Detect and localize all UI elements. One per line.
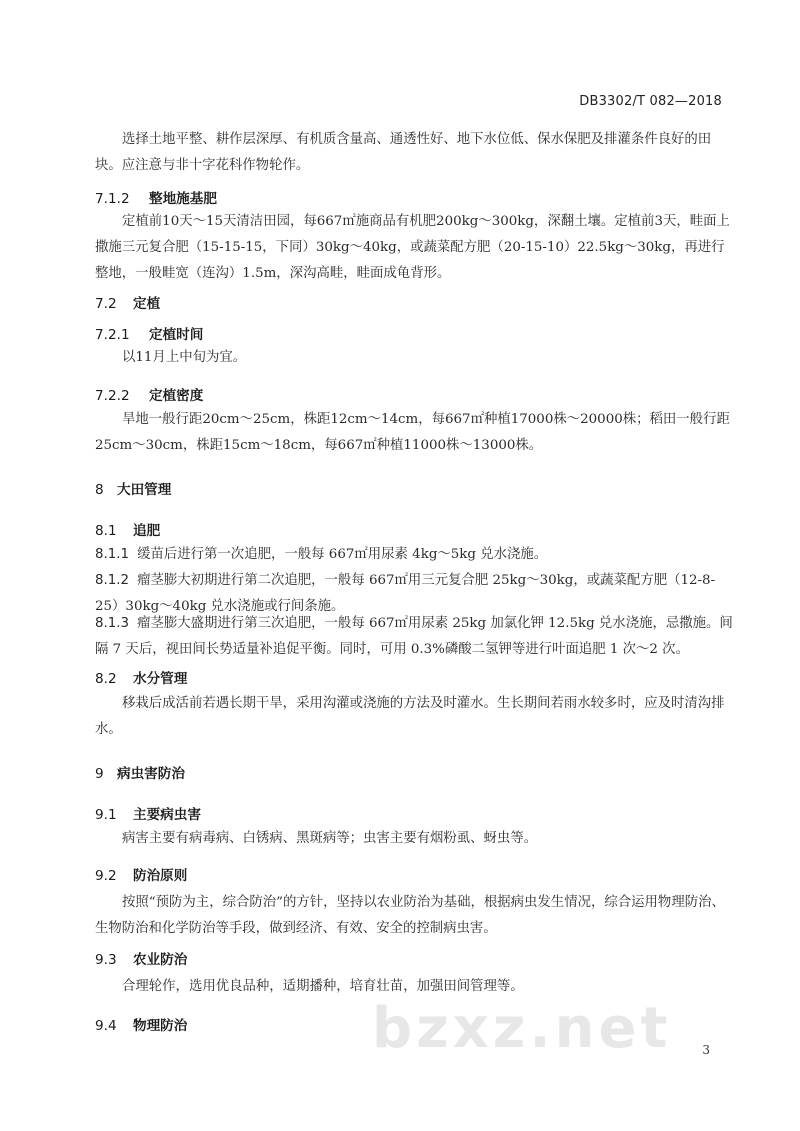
heading-title: 病虫害防治	[117, 766, 185, 782]
heading-title: 农业防治	[133, 952, 188, 968]
paragraph-9-1: 病害主要有病毒病、白锈病、黑斑病等；虫害主要有烟粉虱、蚜虫等。	[122, 831, 538, 846]
watermark: bzxz.net	[372, 996, 672, 1061]
heading-number: 8.1	[95, 523, 117, 539]
heading-number: 9.2	[95, 868, 117, 884]
item-text: 缓苗后进行第一次追肥，一般每 667㎡用尿素 4kg～5kg 兑水浇施。	[137, 547, 548, 562]
list-item-8-1-1	[95, 542, 735, 568]
heading-title: 大田管理	[117, 482, 172, 498]
heading-9-2	[95, 864, 187, 884]
heading-7-2-1	[95, 323, 203, 343]
heading-number: 7.1.2	[95, 191, 130, 207]
heading-number: 8.2	[95, 671, 117, 687]
heading-number: 9.4	[95, 1018, 117, 1034]
heading-9-1	[95, 803, 201, 823]
heading-number: 7.2.1	[95, 327, 130, 343]
heading-9	[95, 762, 185, 782]
item-number: 8.1.1	[95, 547, 130, 562]
heading-number: 9.3	[95, 952, 117, 968]
item-text: 瘤茎膨大初期进行第二次追肥，一般每 667㎡用三元复合肥 25kg～30kg，或蔬菜配方肥（12-8-25）30kg～40kg 兑水浇施或行间条施。	[95, 573, 716, 614]
heading-title: 水分管理	[133, 671, 188, 687]
document-number: DB3302/T 082—2018	[579, 94, 722, 109]
heading-9-4	[95, 1014, 187, 1034]
heading-9-3	[95, 948, 187, 968]
paragraph-8-2: 移栽后成活前若遇长期干旱，采用沟灌或浇施的方法及时灌水。生长期间若雨水较多时，应及时清沟排水。	[95, 696, 725, 737]
paragraph-7-1-2: 定植前10天～15天清洁田园，每667㎡施商品有机肥200kg～300kg，深翻土壤。定植前3天，畦面上撒施三元复合肥（15-15-15，下同）30kg～40kg，或蔬菜配方肥（20-15-10）22.5kg～30kg，再进行整地，一般畦宽（连沟）1.5m，深沟高畦，畦面成龟背形。	[95, 214, 730, 281]
heading-title: 整地施基肥	[149, 191, 217, 207]
heading-title: 物理防治	[133, 1018, 188, 1034]
heading-title: 定植密度	[149, 388, 204, 404]
list-item-8-1-3	[95, 611, 735, 663]
heading-title: 定植	[133, 296, 161, 312]
item-number: 8.1.2	[95, 573, 130, 588]
heading-8-1	[95, 519, 160, 539]
heading-number: 9.1	[95, 807, 117, 823]
heading-number: 7.2	[95, 296, 117, 312]
heading-title: 主要病虫害	[133, 807, 201, 823]
paragraph-7-2-1: 以11月上中旬为宜。	[122, 350, 247, 365]
heading-number: 7.2.2	[95, 388, 130, 404]
heading-7-1-2	[95, 187, 217, 207]
heading-8-2	[95, 667, 187, 687]
paragraph-9-3: 合理轮作，选用优良品种，适期播种，培育壮苗，加强田间管理等。	[122, 979, 524, 994]
heading-title: 追肥	[133, 523, 161, 539]
paragraph-7-2-2: 旱地一般行距20cm～25cm，株距12cm～14cm，每667㎡种植17000株～20000株；稻田一般行距25cm～30cm，株距15cm～18cm，每667㎡种植11000株～13000株。	[95, 412, 730, 453]
paragraph-select-land: 选择土地平整、耕作层深厚、有机质含量高、通透性好、地下水位低、保水保肥及排灌条件良好的田块。应注意与非十字花科作物轮作。	[95, 132, 712, 173]
heading-8	[95, 478, 171, 498]
heading-7-2	[95, 292, 160, 312]
heading-title: 防治原则	[133, 868, 188, 884]
paragraph-9-2: 按照“预防为主，综合防治”的方针，坚持以农业防治为基础，根据病虫发生情况，综合运用物理防治、生物防治和化学防治等手段，做到经济、有效、安全的控制病虫害。	[95, 895, 725, 936]
heading-title: 定植时间	[149, 327, 204, 343]
heading-number: 8	[95, 482, 104, 498]
heading-number: 9	[95, 766, 104, 782]
item-number: 8.1.3	[95, 616, 130, 631]
page-number: 3	[702, 1043, 710, 1057]
heading-7-2-2	[95, 384, 203, 404]
item-text: 瘤茎膨大盛期进行第三次追肥，一般每 667㎡用尿素 25kg 加氯化钾 12.5kg 兑水浇施，忌撒施。间隔 7 天后，视田间长势适量补追促平衡。同时，可用 0.3%磷酸二氢钾等进行叶面追肥 1 次～2 次。	[95, 616, 733, 657]
